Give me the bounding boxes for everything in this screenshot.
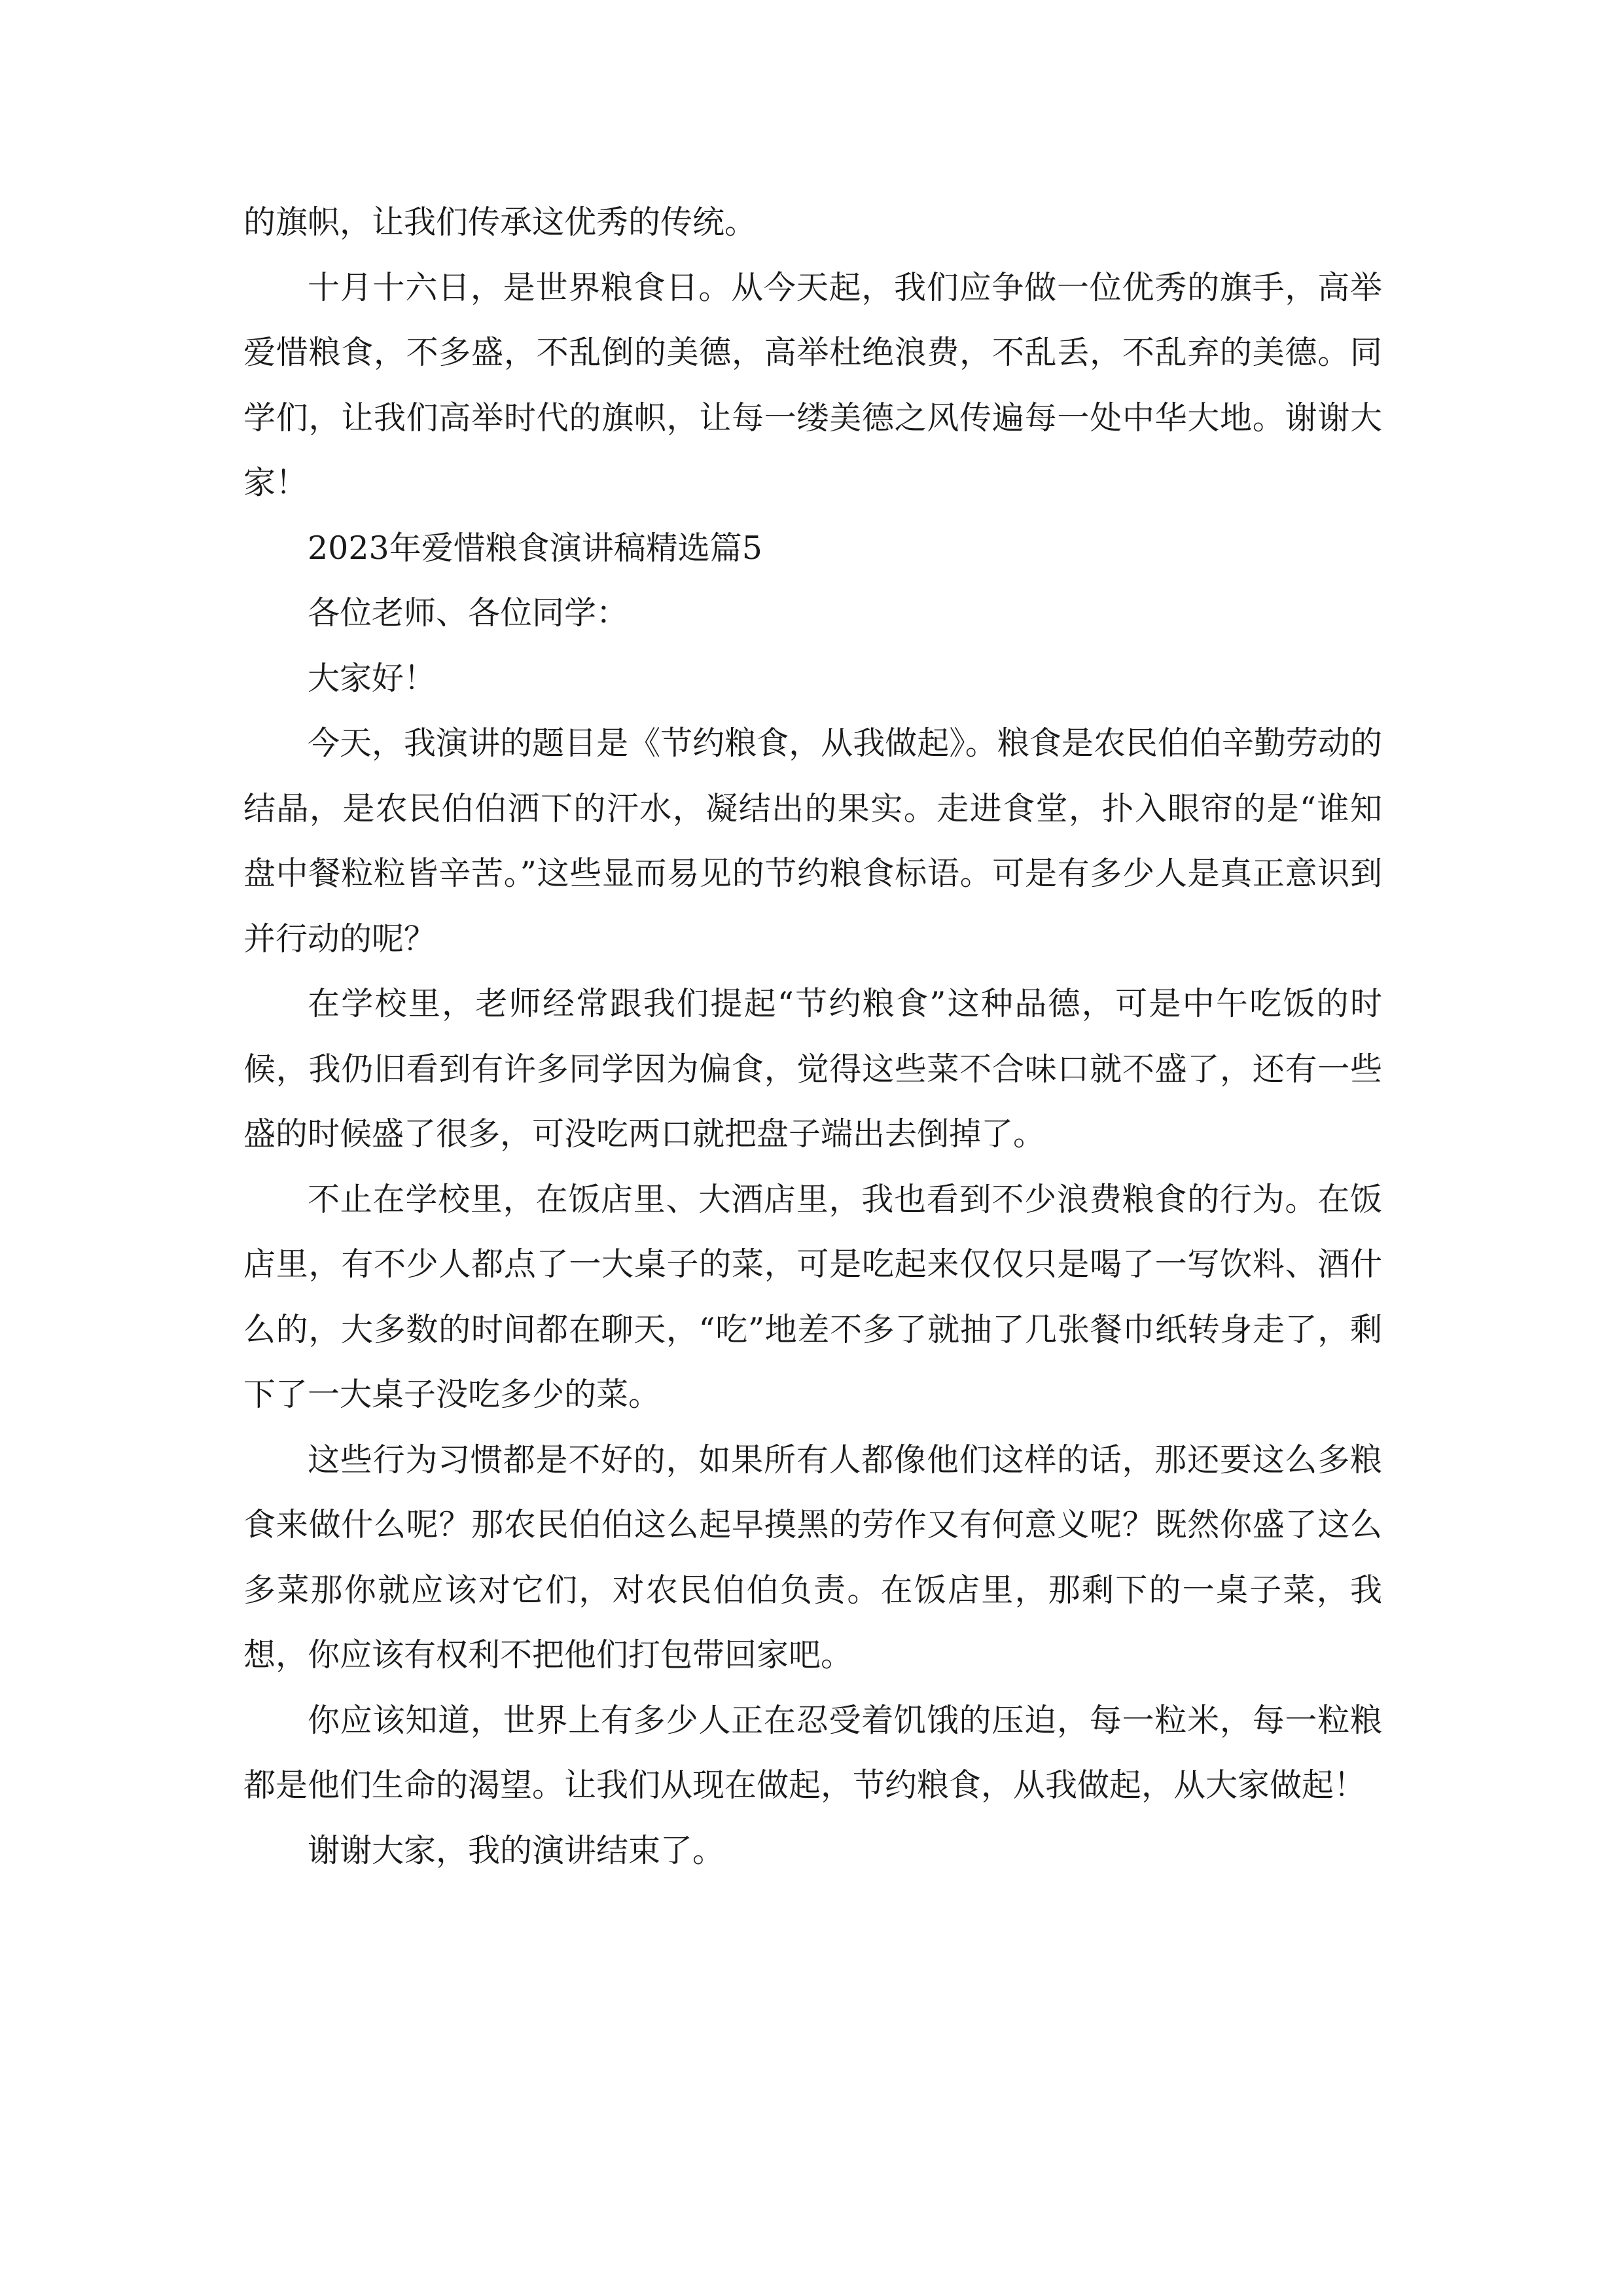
- paragraph: 今天，我演讲的题目是《节约粮食，从我做起》。粮食是农民伯伯辛勤劳动的结晶，是农民伯伯洒下的汗水，凝结出的果实。走进食堂，扑入眼帘的是“谁知盘中餐粒粒皆辛苦。”这些显而易见的节约粮食标语。可是有多少人是真正意识到并行动的呢？: [243, 725, 1382, 958]
- paragraph: 的旗帜，让我们传承这优秀的传统。: [243, 204, 757, 241]
- paragraph: 你应该知道，世界上有多少人正在忍受着饥饿的压迫，每一粒米，每一粒粮都是他们生命的渴望。让我们从现在做起，节约粮食，从我做起，从大家做起！: [243, 1701, 1382, 1804]
- paragraph: 十月十六日，是世界粮食日。从今天起，我们应争做一位优秀的旗手，高举爱惜粮食，不多盛，不乱倒的美德，高举杜绝浪费，不乱丢，不乱弃的美德。同学们，让我们高举时代的旗帜，让每一缕美德之风传遍每一处中华大地。谢谢大家！: [243, 268, 1382, 501]
- paragraph: 不止在学校里，在饭店里、大酒店里，我也看到不少浪费粮食的行为。在饭店里，有不少人都点了一大桌子的菜，可是吃起来仅仅只是喝了一写饮料、酒什么的，大多数的时间都在聊天，“吃”地差不多了就抽了几张餐巾纸转身走了，剩下了一大桌子没吃多少的菜。: [243, 1180, 1382, 1413]
- section-heading: 2023年爱惜粮食演讲稿精选篇5: [308, 529, 762, 567]
- greeting: 大家好！: [308, 659, 437, 697]
- closing: 谢谢大家，我的演讲结束了。: [308, 1831, 725, 1869]
- salutation: 各位老师、各位同学：: [308, 594, 629, 632]
- paragraph: 这些行为习惯都是不好的，如果所有人都像他们这样的话，那还要这么多粮食来做什么呢？那农民伯伯这么起早摸黑的劳作又有何意义呢？既然你盛了这么多菜那你就应该对它们，对农民伯伯负责。在饭店里，那剩下的一桌子菜，我想，你应该有权利不把他们打包带回家吧。: [243, 1441, 1382, 1674]
- document-body: [243, 190, 1382, 1883]
- paragraph: 在学校里，老师经常跟我们提起“节约粮食”这种品德，可是中午吃饭的时候，我仍旧看到有许多同学因为偏食，觉得这些菜不合味口就不盛了，还有一些盛的时候盛了很多，可没吃两口就把盘子端出去倒掉了。: [243, 985, 1382, 1153]
